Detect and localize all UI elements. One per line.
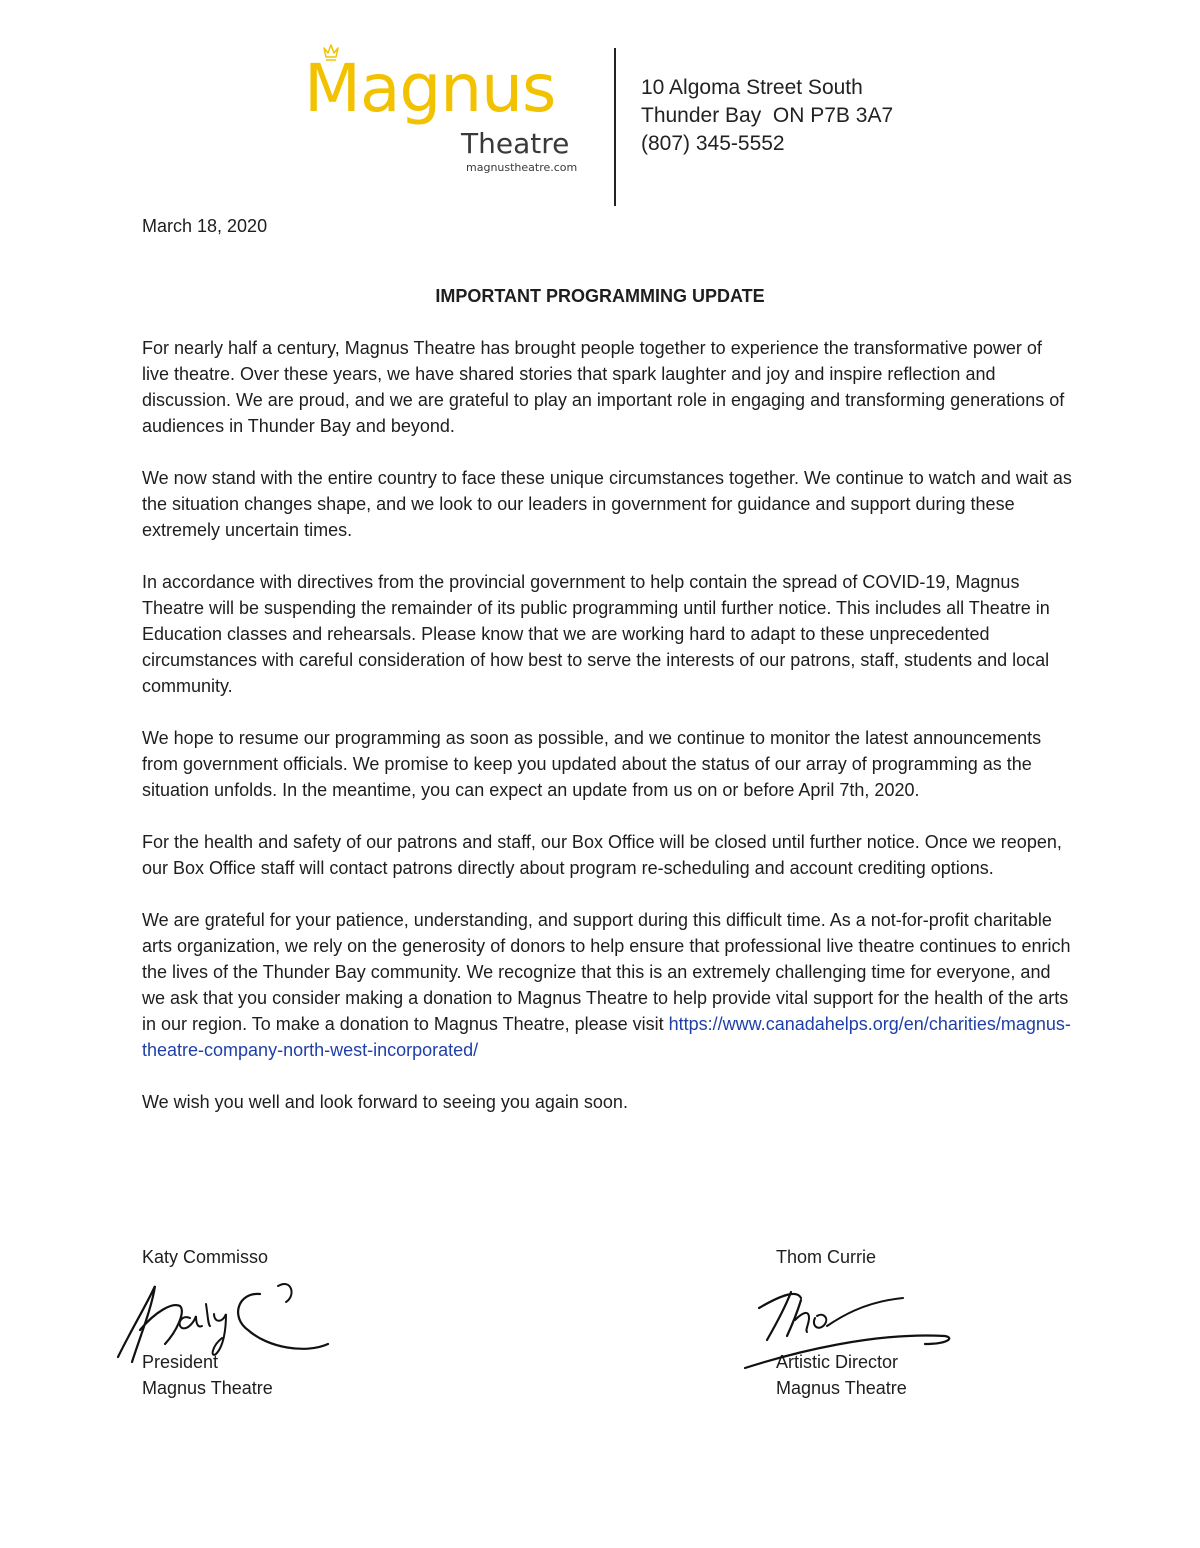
address-line-city: Thunder Bay ON P7B 3A7 — [641, 104, 894, 127]
donation-text: We are grateful for your patience, understanding, and support during this difficult time. As a not-for-profit charitable arts organization, we rely on the generosity of donors to help ensure that professional live theatre continues to enrich the lives of the Thunder Bay community. We recognize that this is an extremely challenging time for everyone, and we ask that you consider making a donation to Magnus Theatre to help provide vital support for the health of the arts in our region. To make a donation to Magnus Theatre, please visit — [142, 910, 1071, 1034]
paragraph: For the health and safety of our patrons and staff, our Box Office will be closed until further notice. Once we reopen, our Box Office staff will contact patrons directly about program re-scheduling and account crediting options. — [142, 832, 1062, 878]
logo-website: magnustheatre.com — [466, 161, 578, 174]
logo-subtitle: Theatre — [461, 127, 570, 160]
signatory-organization: Magnus Theatre — [142, 1378, 273, 1398]
closing-line: We wish you well and look forward to seeing you again soon. — [142, 1092, 628, 1112]
handwritten-signature-artistic-director — [735, 1268, 965, 1378]
letterhead — [0, 0, 1200, 220]
letter-heading: IMPORTANT PROGRAMMING UPDATE — [435, 286, 765, 306]
signatory-name: Thom Currie — [776, 1247, 877, 1267]
address-line-phone: (807) 345-5552 — [641, 132, 785, 155]
signatory-title: President — [142, 1352, 219, 1372]
letter-date: March 18, 2020 — [142, 216, 268, 236]
signatory-organization: Magnus Theatre — [776, 1378, 907, 1398]
address-line-street: 10 Algoma Street South — [641, 76, 863, 99]
letterhead-divider — [614, 48, 616, 206]
signatory-name: Katy Commisso — [142, 1247, 269, 1267]
signatory-title: Artistic Director — [776, 1352, 899, 1372]
donation-link[interactable]: https://www.canadahelps.org/en/charities/magnus-theatre-company-north-west-incorporated/ — [142, 1014, 1071, 1060]
donation-paragraph — [142, 907, 1072, 1063]
handwritten-signature-president — [110, 1262, 350, 1372]
paragraph: In accordance with directives from the provincial government to help contain the spread of COVID-19, Magnus Theatre will be suspending the remainder of its public programming until further notice. This includes all Theatre in Education classes and rehearsals. Please know that we are working hard to adapt to these unprecedented circumstances with careful consideration of how best to serve the interests of our patrons, staff, students and local community. — [142, 572, 1050, 696]
signature-block-artistic-director — [776, 1244, 1096, 1398]
paragraph: For nearly half a century, Magnus Theatre has brought people together to experience the transformative power of live theatre. Over these years, we have shared stories that spark laughter and joy and inspire reflection and discussion. We are proud, and we are grateful to play an important role in engaging and transforming generations of audiences in Thunder Bay and beyond. — [142, 338, 1065, 436]
paragraph: We now stand with the entire country to face these unique circumstances together. We continue to watch and wait as the situation changes shape, and we look to our leaders in government for guidance and support during these extremely uncertain times. — [142, 468, 1072, 540]
paragraph: We hope to resume our programming as soon as possible, and we continue to monitor the latest announcements from government officials. We promise to keep you updated about the status of our array of programming as the situation unfolds. In the meantime, you can expect an update from us on or before April 7th, 2020. — [142, 728, 1042, 800]
address-block — [641, 74, 893, 158]
logo-wordmark: Magnus — [304, 50, 556, 127]
letter-body — [142, 335, 1072, 1141]
